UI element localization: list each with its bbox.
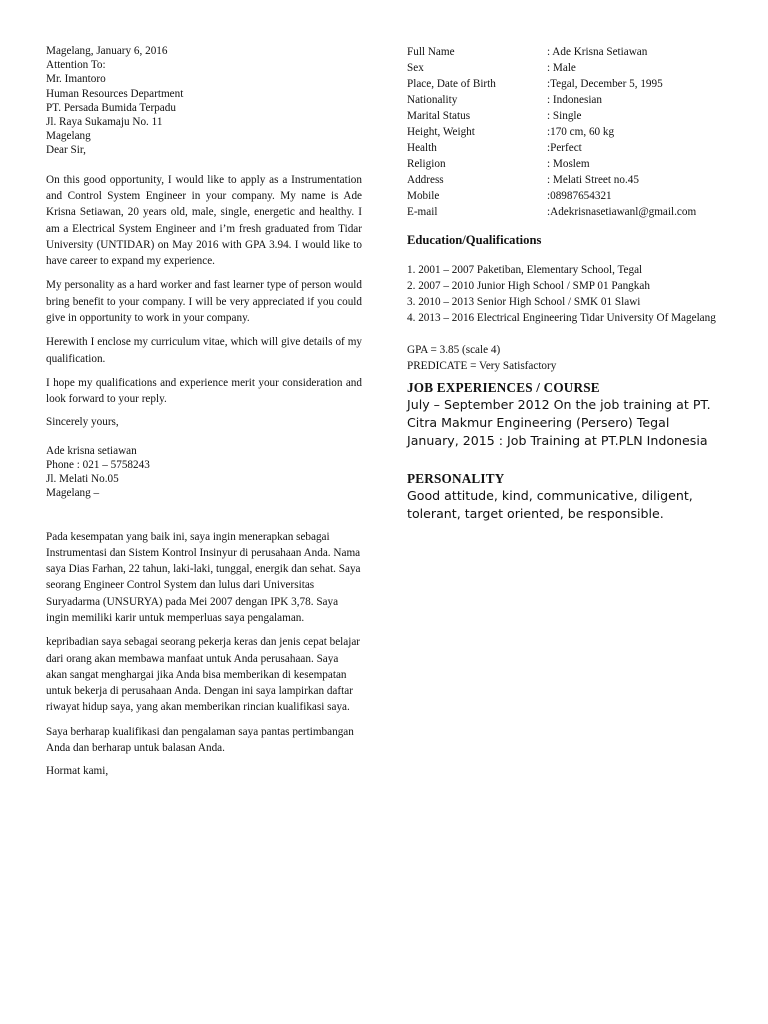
info-value: : Moslem	[547, 158, 590, 170]
info-row-nationality	[407, 92, 737, 108]
signature-street: Jl. Melati No.05	[46, 473, 119, 486]
letter-paragraph-enclosure: Herewith I enclose my curriculum vitae, which will give details of my qualification.	[46, 336, 362, 365]
info-row-full-name	[407, 44, 737, 60]
info-row-email	[407, 204, 737, 220]
education-item: 4. 2013 – 2016 Electrical Engineering Tidar University Of Magelang	[407, 312, 716, 324]
gpa: GPA = 3.85 (scale 4)	[407, 344, 501, 356]
job-experience-heading: JOB EXPERIENCES / COURSE	[407, 380, 600, 395]
info-label: Health	[407, 142, 437, 154]
cover-letter-column	[46, 44, 362, 779]
signature-name: Ade krisna setiawan	[46, 444, 137, 457]
info-label: Mobile	[407, 190, 440, 202]
info-label: Sex	[407, 62, 424, 74]
info-label: Place, Date of Birth	[407, 78, 496, 90]
job-item: July – September 2012 On the job training at PT. Citra Makmur Engineering (Persero) Tegal	[407, 397, 711, 430]
recipient-city: Magelang	[46, 130, 91, 143]
predicate: PREDICATE = Very Satisfactory	[407, 360, 557, 372]
info-value: : Single	[547, 110, 582, 122]
info-row-height-weight	[407, 124, 737, 140]
letter-date: Magelang, January 6, 2016	[46, 45, 168, 57]
letter-closing: Sincerely yours,	[46, 416, 119, 429]
letter-header	[46, 44, 362, 158]
salutation: Dear Sir,	[46, 144, 86, 157]
info-value: : Indonesian	[547, 94, 602, 106]
signature-phone: Phone : 021 – 5758243	[46, 458, 150, 471]
info-row-address	[407, 172, 737, 188]
cv-column	[407, 44, 737, 523]
info-row-sex	[407, 60, 737, 76]
personality-text: Good attitude, kind, communicative, diligent, tolerant, target oriented, be responsible.	[407, 488, 693, 522]
info-label: E-mail	[407, 206, 438, 218]
recipient-street: Jl. Raya Sukamaju No. 11	[46, 116, 163, 129]
education-heading: Education/Qualifications	[407, 233, 542, 247]
info-value: :Adekrisnasetiawanl@gmail.com	[547, 206, 697, 218]
education-item: 3. 2010 – 2013 Senior High School / SMK 01 Slawi	[407, 296, 641, 308]
signature-city: Magelang –	[46, 487, 100, 500]
info-value: :08987654321	[547, 190, 612, 202]
info-label: Religion	[407, 158, 446, 170]
info-label: Marital Status	[407, 110, 471, 122]
attention-label: Attention To:	[46, 59, 106, 72]
info-value: :Perfect	[547, 142, 582, 154]
education-item: 2. 2007 – 2010 Junior High School / SMP 01 Pangkah	[407, 280, 650, 292]
info-row-birth	[407, 76, 737, 92]
letter-paragraph-hope: I hope my qualifications and experience merit your consideration and look forward to your reply.	[46, 376, 362, 406]
letter-paragraph-intro: On this good opportunity, I would like to apply as a Instrumentation and Control System Engineer in your company. My name is Ade Krisna Setiawan, 20 years old, male, single, energetic and healthy. I am a Electrical System Engineer and i’m fresh graduated from Tidar University (UNTIDAR) on May 2016 with GPA 3.94. I would like to have career to expand my experience.	[46, 173, 362, 268]
info-label: Height, Weight	[407, 126, 475, 138]
info-value: :170 cm, 60 kg	[547, 126, 615, 138]
info-row-mobile	[407, 188, 737, 204]
info-label: Full Name	[407, 46, 455, 58]
letter-id-paragraph-intro: Pada kesempatan yang baik ini, saya ingin menerapkan sebagai Instrumentasi dan Sistem Kontrol Insinyur di perusahaan Anda. Nama saya Dias Farhan, 22 tahun, laki-laki, tunggal, energik dan sehat. Saya seorang Engineer Control System dan lulus dari Universitas Suryadarma (UNSURYA) pada Mei 2007 dengan IPK 3,78. Saya ingin memiliki karir untuk memperluas saya pengalaman.	[46, 530, 361, 624]
signature-block	[46, 444, 362, 501]
recipient-department: Human Resources Department	[46, 87, 184, 100]
letter-id-paragraph-personality: kepribadian saya sebagai seorang pekerja keras dan jenis cepat belajar dari orang akan membawa manfaat untuk Anda perusahaan. Saya akan sangat menghargai jika Anda bisa memberikan di kesempatan untuk bekerja di perusahaan Anda. Dengan ini saya lampirkan daftar riwayat hidup saya, yang akan memberikan rincian kualifikasi saya.	[46, 636, 361, 714]
info-value: : Male	[547, 62, 576, 74]
info-value: :Tegal, December 5, 1995	[547, 78, 663, 90]
info-label: Nationality	[407, 94, 458, 106]
letter-id-closing: Hormat kami,	[46, 765, 109, 778]
info-row-health	[407, 140, 737, 156]
job-item: January, 2015 : Job Training at PT.PLN Indonesia	[407, 432, 708, 448]
info-label: Address	[407, 174, 444, 186]
info-value: : Ade Krisna Setiawan	[547, 46, 648, 58]
info-row-religion	[407, 156, 737, 172]
info-value: : Melati Street no.45	[547, 174, 639, 186]
education-list	[407, 262, 737, 326]
letter-paragraph-personality: My personality as a hard worker and fast learner type of person would bring benefit to your company. I will be very appreciated if you could give in opportunity to work in your company.	[46, 279, 362, 324]
recipient-company: PT. Persada Bumida Terpadu	[46, 101, 176, 114]
info-row-marital	[407, 108, 737, 124]
personality-heading: PERSONALITY	[407, 471, 505, 487]
personal-info-table	[407, 44, 737, 220]
education-item: 1. 2001 – 2007 Paketiban, Elementary School, Tegal	[407, 264, 643, 276]
recipient-name: Mr. Imantoro	[46, 73, 106, 86]
letter-id-paragraph-hope: Saya berharap kualifikasi dan pengalaman saya pantas pertimbangan Anda dan berharap untuk balasan Anda.	[46, 725, 354, 755]
